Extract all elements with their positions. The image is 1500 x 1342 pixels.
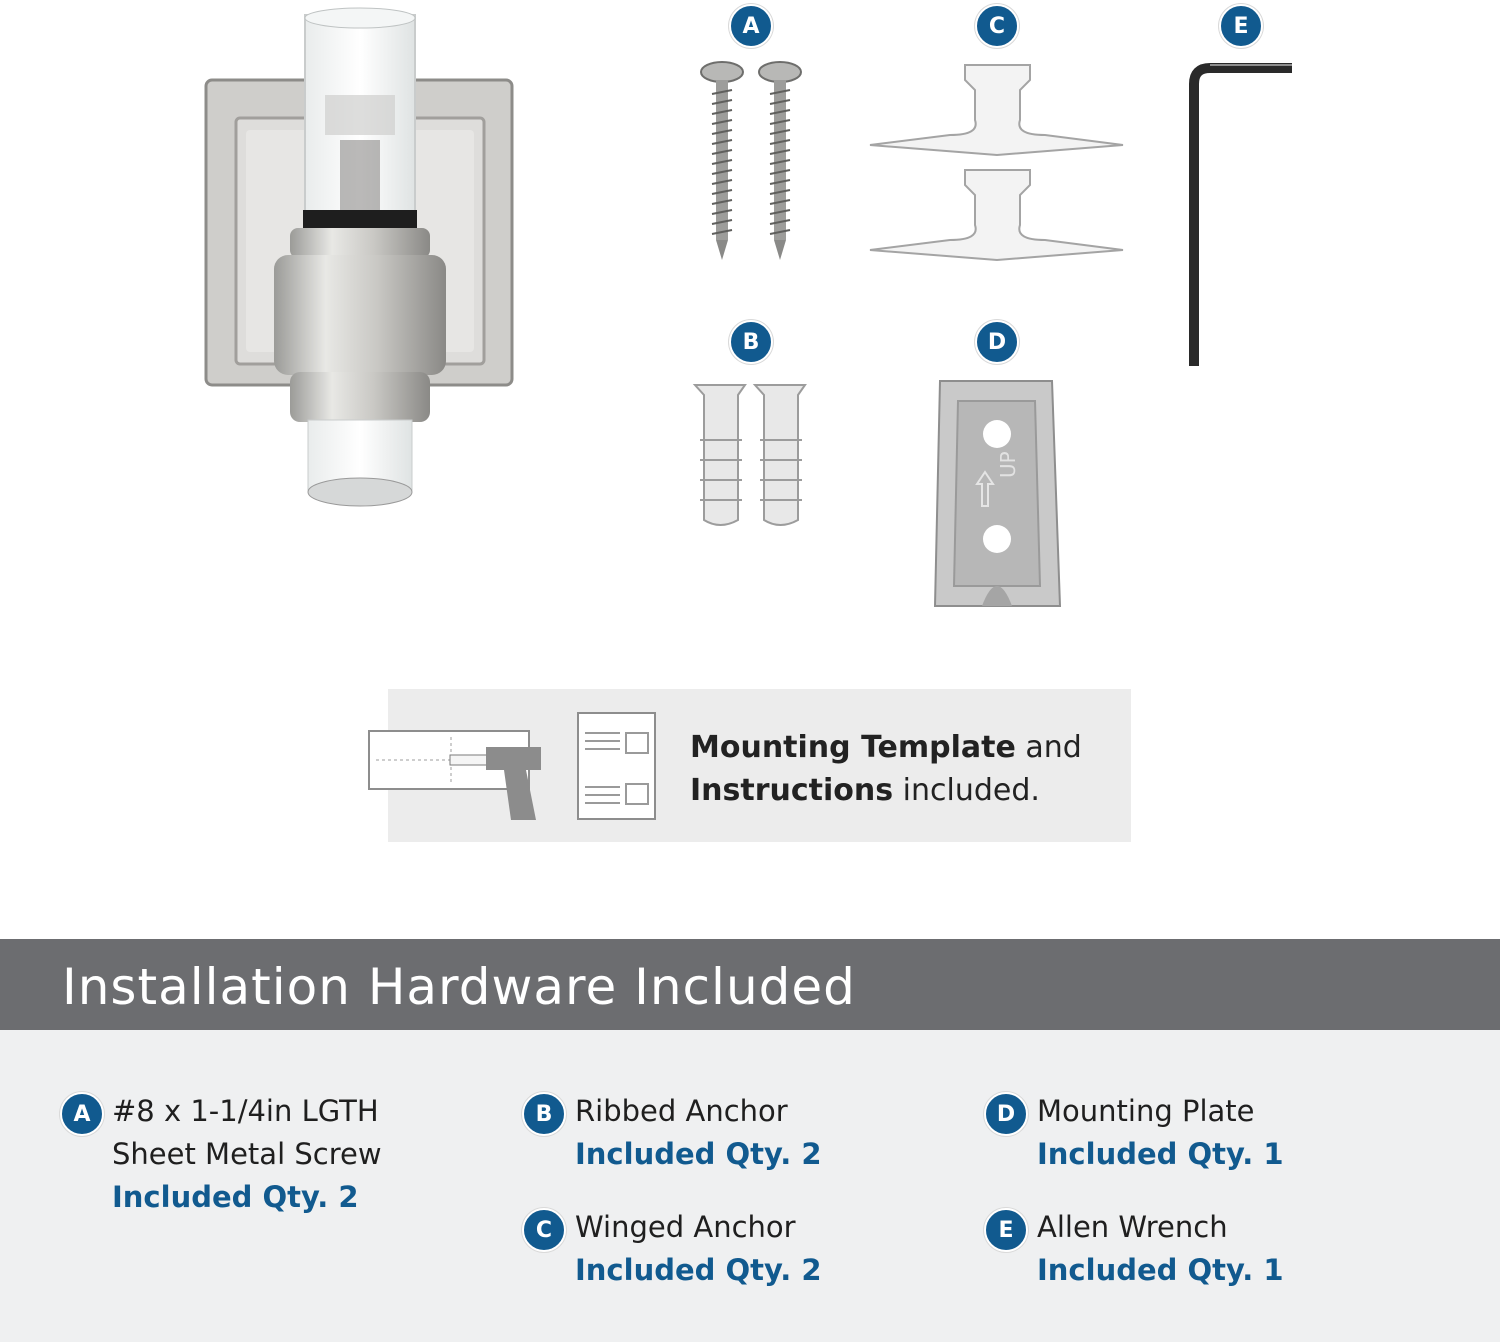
- sheet-metal-screws-image: [695, 60, 810, 265]
- item-b-badge: B: [522, 1092, 566, 1136]
- template-note-plain1: and: [1015, 730, 1082, 765]
- item-a-name-line2: Sheet Metal Screw: [112, 1137, 382, 1171]
- badge-c: C: [975, 4, 1019, 48]
- template-note-text: [690, 726, 1082, 812]
- ribbed-anchors-image: [690, 380, 810, 535]
- item-e-badge: E: [984, 1208, 1028, 1252]
- item-b-name: Ribbed Anchor: [575, 1094, 788, 1128]
- badge-b: B: [729, 320, 773, 364]
- item-d-badge: D: [984, 1092, 1028, 1136]
- drill-template-icon: [366, 725, 556, 825]
- up-label: UP: [996, 451, 1020, 478]
- item-d-qty: Included Qty. 1: [1037, 1137, 1284, 1171]
- item-c-badge: C: [522, 1208, 566, 1252]
- template-note-bold1: Mounting Template: [690, 730, 1016, 765]
- item-a-badge: A: [60, 1092, 104, 1136]
- badge-a: A: [729, 4, 773, 48]
- item-e-name: Allen Wrench: [1037, 1210, 1228, 1244]
- section-title: Installation Hardware Included: [62, 958, 856, 1016]
- winged-anchors-image: [865, 60, 1130, 270]
- template-note-plain2: included.: [893, 773, 1040, 808]
- item-d-name: Mounting Plate: [1037, 1094, 1255, 1128]
- item-e-qty: Included Qty. 1: [1037, 1253, 1284, 1287]
- item-c-qty: Included Qty. 2: [575, 1253, 822, 1287]
- item-a-name-line1: #8 x 1-1/4in LGTH: [112, 1094, 379, 1128]
- badge-d: D: [975, 320, 1019, 364]
- badge-e: E: [1219, 4, 1263, 48]
- instructions-document-icon: [576, 711, 658, 821]
- item-b-qty: Included Qty. 2: [575, 1137, 822, 1171]
- mounting-plate-image: [930, 376, 1065, 616]
- allen-wrench-image: [1182, 60, 1297, 372]
- item-a-qty: Included Qty. 2: [112, 1180, 359, 1214]
- template-note-bold2: Instructions: [690, 773, 894, 808]
- item-c-name: Winged Anchor: [575, 1210, 796, 1244]
- product-knob-image: [190, 0, 530, 520]
